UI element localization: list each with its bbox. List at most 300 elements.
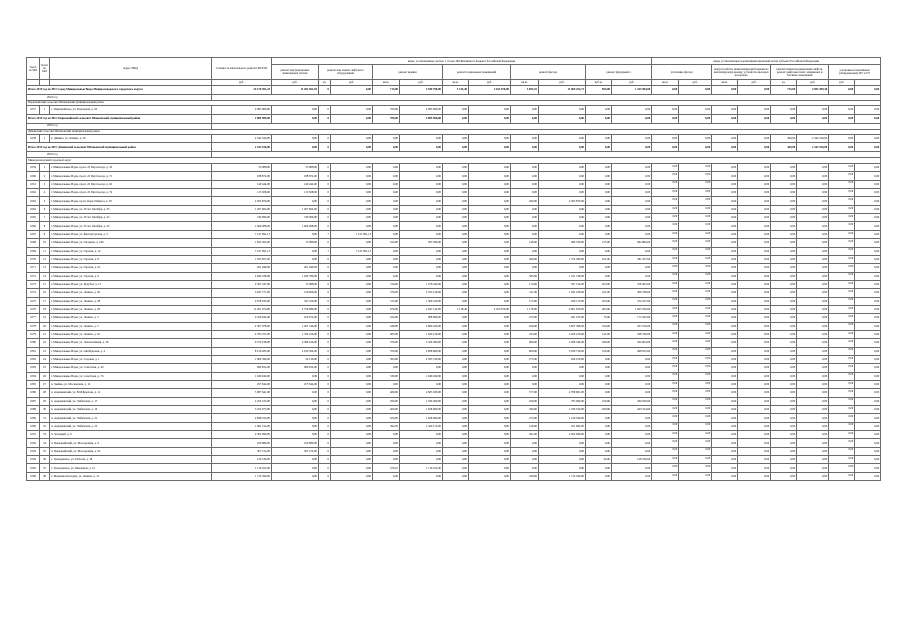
row-value: 0,00 xyxy=(679,135,712,143)
total-value: 0,00 xyxy=(612,143,652,152)
row-value: 0,00 xyxy=(797,280,829,288)
row-value: 0,00 xyxy=(586,222,612,230)
row-value: 0,00 xyxy=(373,164,400,172)
row-value: 1 118,40 xyxy=(443,305,469,313)
row-value: 564 604,00 xyxy=(612,339,652,347)
row-value: 556,00 xyxy=(373,339,400,347)
row-value: 2 325 120,00 xyxy=(400,289,443,297)
row-number-local: 1 xyxy=(40,135,50,143)
row-value: 0,00 xyxy=(272,106,319,114)
row-address: г. Минеральные Воды, пр-кт. Карла Маркса, д. 50 xyxy=(50,197,212,205)
row-value xyxy=(829,214,855,222)
row-value: 0,00 xyxy=(331,372,373,380)
row-value: 0,00 xyxy=(272,397,319,405)
row-value-float: 0,00 xyxy=(672,281,678,285)
row-value: 626,00 xyxy=(511,322,539,330)
row-value: 0,00 xyxy=(272,135,319,143)
total-value: 0,00 xyxy=(855,85,881,94)
total-value: 0,00 xyxy=(738,114,771,123)
row-value: 206,00 xyxy=(586,339,612,347)
row-number: 1096 xyxy=(27,472,40,480)
row-value: 297 016,00 xyxy=(612,322,652,330)
row-value: 0,00 xyxy=(443,205,469,213)
table-row xyxy=(27,197,881,205)
row-number: 1093 xyxy=(27,447,40,455)
row-value: 0,00 xyxy=(797,364,829,372)
col-basement-header: ремонт подвальных помещений xyxy=(443,65,511,80)
row-value: 0,00 xyxy=(511,135,539,143)
row-value: 0,00 xyxy=(738,205,771,213)
row-number-local: 29 xyxy=(40,397,50,405)
total-value: 0,00 xyxy=(331,114,373,123)
row-value: 0,00 xyxy=(771,322,797,330)
total-value: 0 xyxy=(319,114,331,123)
row-value-float: 0,00 xyxy=(848,406,854,410)
row-value-float: 0,00 xyxy=(705,415,711,419)
row-value: 0,00 xyxy=(738,389,771,397)
row-value: 0,00 xyxy=(331,397,373,405)
row-value: 250 880,00 xyxy=(272,439,319,447)
row-value xyxy=(829,172,855,180)
row-value: 1 628 960,00 xyxy=(400,406,443,414)
col-address-header: Адрес МКД xyxy=(50,58,212,80)
row-value: 0,00 xyxy=(443,264,469,272)
row-value: 224,00 xyxy=(373,239,400,247)
row-value: 700,00 xyxy=(373,106,400,114)
row-value: 0,00 xyxy=(443,364,469,372)
row-value: 0 xyxy=(319,264,331,272)
row-value: 0,00 xyxy=(855,180,881,188)
row-value xyxy=(829,456,855,464)
row-value: 188 872,00 xyxy=(212,172,272,180)
total-value: 2 085 900,00 xyxy=(212,114,272,123)
row-value: 0,00 xyxy=(797,305,829,313)
row-value: 311,00 xyxy=(511,289,539,297)
row-value: 1 011 748,00 xyxy=(539,272,586,280)
row-value: 0,00 xyxy=(712,472,738,480)
unit-cell: кв.м. xyxy=(373,80,400,86)
row-value: 0,00 xyxy=(373,255,400,263)
row-value: 0,00 xyxy=(855,330,881,338)
row-value xyxy=(679,456,712,464)
row-value xyxy=(829,189,855,197)
row-value: 0,00 xyxy=(797,381,829,389)
row-value: 0,00 xyxy=(400,272,443,280)
row-value: 2 459 942,00 xyxy=(212,314,272,322)
row-value: 0,00 xyxy=(443,355,469,363)
col-insulation-header: утепление фасада xyxy=(652,65,712,80)
unit-cell: куб.м. xyxy=(586,80,612,86)
row-value: 1 712 590,00 xyxy=(539,472,586,480)
row-value: 0,00 xyxy=(469,330,511,338)
row-value: 1 170,00 xyxy=(511,305,539,313)
row-value xyxy=(679,180,712,188)
row-value: 0,00 xyxy=(331,289,373,297)
row-value: 0,00 xyxy=(771,406,797,414)
row-value: 0,00 xyxy=(443,397,469,405)
row-value: 0,00 xyxy=(829,135,855,143)
row-value: 0,00 xyxy=(586,180,612,188)
row-number-local: 15 xyxy=(40,280,50,288)
row-value: 2 827 398,00 xyxy=(539,322,586,330)
row-value: 347 106,00 xyxy=(272,297,319,305)
row-value: 740 096,00 xyxy=(272,214,319,222)
row-number: 1080 xyxy=(27,339,40,347)
row-value: 0,00 xyxy=(443,314,469,322)
total-value: 0,00 xyxy=(272,114,319,123)
row-value: 0,00 xyxy=(443,230,469,238)
row-value: 0,00 xyxy=(586,439,612,447)
row-value: 0,00 xyxy=(712,230,738,238)
row-value: 0,00 xyxy=(738,106,771,114)
row-value: 0,00 xyxy=(469,247,511,255)
total-label: Итого 2019 год по МО: Дёминский сельсовет Шпаковский муниципальный район xyxy=(27,143,212,152)
row-value: 0,00 xyxy=(511,439,539,447)
row-value: 0,00 xyxy=(400,164,443,172)
row-value: 0 xyxy=(319,472,331,480)
row-value-float: 0,00 xyxy=(848,323,854,327)
row-value: 100,00 xyxy=(586,397,612,405)
row-value: 0,00 xyxy=(331,239,373,247)
row-value: 0 xyxy=(319,322,331,330)
row-value: 328 799,00 xyxy=(612,330,652,338)
total-value: 0,00 xyxy=(331,85,373,94)
row-number: 1078 xyxy=(27,322,40,330)
row-number: 1085 xyxy=(27,381,40,389)
row-address: с. Марьины Колодцы, ул. Ленина, д. 12 xyxy=(50,472,212,480)
row-value: 0,00 xyxy=(373,456,400,464)
row-value: 934 479,00 xyxy=(539,355,586,363)
table-row xyxy=(27,364,881,372)
row-value: 0,00 xyxy=(443,172,469,180)
total-value: 1 145,40 xyxy=(443,85,469,94)
row-value: 0,00 xyxy=(771,205,797,213)
row-value: 0 xyxy=(319,372,331,380)
row-value: 0,00 xyxy=(855,347,881,355)
row-value-float: 0,00 xyxy=(705,281,711,285)
row-address: г. Минеральные Воды, ул. Локомотивная, д. 36 xyxy=(50,339,212,347)
row-value: 0,00 xyxy=(738,272,771,280)
row-address: г. Минеральные Воды, ул. Горская, д. 61 xyxy=(50,264,212,272)
row-value xyxy=(652,172,679,180)
row-value: 2 085 900,00 xyxy=(212,106,272,114)
row-value: 1 201 546,00 xyxy=(272,322,319,330)
row-value-float: 0,00 xyxy=(848,340,854,344)
row-value-float: 0,00 xyxy=(705,173,711,177)
row-value: 0,00 xyxy=(331,106,373,114)
row-value xyxy=(652,222,679,230)
col-elevator-header: ремонт или замена лифтового оборудования xyxy=(319,65,373,80)
col-foundation-header: ремонт фундамента xyxy=(586,65,652,80)
row-value: 448,00 xyxy=(373,322,400,330)
table-row xyxy=(27,339,881,347)
row-value: 0,00 xyxy=(331,280,373,288)
row-value-float: 0,00 xyxy=(848,189,854,193)
row-value-float: 0,00 xyxy=(848,256,854,260)
row-value-float: 0,00 xyxy=(705,239,711,243)
row-address: х. Дёмино, ул. Ленина, д. 30 xyxy=(50,135,212,143)
row-address: г. Минеральные Воды, ул. Бештаугорская, д. 3 xyxy=(50,230,212,238)
row-value xyxy=(829,272,855,280)
row-number-local: 23 xyxy=(40,347,50,355)
row-value: 0,00 xyxy=(612,106,652,114)
row-value xyxy=(652,347,679,355)
row-value: 369,00 xyxy=(771,135,797,143)
total-value: 2 085 900,00 xyxy=(400,114,443,123)
row-value: 0,00 xyxy=(712,222,738,230)
row-value-float: 0,00 xyxy=(672,465,678,469)
table-row xyxy=(27,439,881,447)
row-value: 0,00 xyxy=(586,389,612,397)
row-value: 0,00 xyxy=(373,180,400,188)
row-value: 0,00 xyxy=(400,447,443,455)
row-value: 0,00 xyxy=(539,214,586,222)
row-value-float: 0,00 xyxy=(672,348,678,352)
row-value: 0,00 xyxy=(539,456,586,464)
row-value: 0,00 xyxy=(612,472,652,480)
row-value-float: 0,00 xyxy=(848,289,854,293)
total-row xyxy=(27,85,881,94)
row-value-float: 0,00 xyxy=(705,331,711,335)
row-value: 0,00 xyxy=(771,456,797,464)
row-value xyxy=(679,289,712,297)
row-value: 0,00 xyxy=(612,389,652,397)
row-value: 2 565 870,00 xyxy=(539,197,586,205)
row-value xyxy=(679,264,712,272)
row-value: 0,00 xyxy=(443,406,469,414)
row-value xyxy=(679,164,712,172)
row-value: 0,00 xyxy=(331,431,373,439)
row-value-float: 0,00 xyxy=(672,415,678,419)
row-value: 0,00 xyxy=(272,472,319,480)
row-value: 0,00 xyxy=(469,280,511,288)
row-value: 0,00 xyxy=(373,172,400,180)
row-value: 0,00 xyxy=(400,205,443,213)
row-value: 0,00 xyxy=(738,135,771,143)
row-value: 1 329 172,00 xyxy=(400,422,443,430)
row-value: 0 xyxy=(319,355,331,363)
row-value: 0,00 xyxy=(469,180,511,188)
col-facade-header: ремонт фасада xyxy=(511,65,586,80)
row-value: 0,00 xyxy=(469,222,511,230)
section-title: Дёминский сельсовет Шпаковский муниципальный район xyxy=(27,129,881,135)
row-value: 0,00 xyxy=(712,214,738,222)
table-row xyxy=(27,422,881,430)
row-value: 0,00 xyxy=(331,406,373,414)
row-value xyxy=(679,347,712,355)
row-value: 0,00 xyxy=(712,347,738,355)
row-value: 0,00 xyxy=(771,239,797,247)
row-value: 0,00 xyxy=(738,439,771,447)
row-value: 0,00 xyxy=(469,172,511,180)
row-value-float: 0,00 xyxy=(672,423,678,427)
row-value-float: 0,00 xyxy=(672,340,678,344)
row-number: 1065 xyxy=(27,214,40,222)
row-value: 1 964 599,00 xyxy=(212,355,272,363)
row-value: 0,00 xyxy=(443,247,469,255)
row-value: 0,00 xyxy=(539,164,586,172)
row-value: 0,00 xyxy=(738,422,771,430)
row-value: 0,00 xyxy=(331,439,373,447)
row-value xyxy=(652,381,679,389)
row-value xyxy=(679,280,712,288)
row-value: 1 620 120,00 xyxy=(400,330,443,338)
row-value: 0,00 xyxy=(331,264,373,272)
row-number: 1087 xyxy=(27,397,40,405)
total-value: 0,00 xyxy=(272,143,319,152)
row-value: 0,00 xyxy=(586,164,612,172)
row-value: 0,00 xyxy=(797,164,829,172)
row-value: 0 xyxy=(319,464,331,472)
row-value: 1 276 440,00 xyxy=(400,280,443,288)
row-address: г. Минеральные Воды, ул. Ленина, д. 5 xyxy=(50,322,212,330)
row-value: 0,00 xyxy=(331,314,373,322)
row-value: 0,00 xyxy=(400,247,443,255)
row-value: 0,00 xyxy=(855,364,881,372)
row-number: 1086 xyxy=(27,389,40,397)
row-value-float: 0,00 xyxy=(672,173,678,177)
row-value: 0,00 xyxy=(586,135,612,143)
row-value: 0,00 xyxy=(612,422,652,430)
row-value-float: 0,00 xyxy=(672,298,678,302)
row-value: 0,00 xyxy=(797,272,829,280)
total-value: 0,00 xyxy=(511,143,539,152)
row-value: 0,00 xyxy=(797,264,829,272)
row-value: 0 xyxy=(319,189,331,197)
row-value-float: 0,00 xyxy=(848,239,854,243)
unit-cell: руб. xyxy=(829,80,855,86)
row-value-float: 0,00 xyxy=(672,440,678,444)
row-value: 0,00 xyxy=(373,447,400,455)
row-value: 0,00 xyxy=(443,289,469,297)
row-number: 1089 xyxy=(27,414,40,422)
table-row xyxy=(27,305,881,313)
row-value: 0,00 xyxy=(855,472,881,480)
row-value: 0,00 xyxy=(539,106,586,114)
row-value: 2 019 564,00 xyxy=(272,347,319,355)
row-number-local: 32 xyxy=(40,422,50,430)
row-value-float: 0,00 xyxy=(672,456,678,460)
table-row xyxy=(27,381,881,389)
table-row xyxy=(27,247,881,255)
row-value: 0,00 xyxy=(586,172,612,180)
row-value: 0,00 xyxy=(511,205,539,213)
total-value: 0,00 xyxy=(712,143,738,152)
row-value: 8 150 285,00 xyxy=(212,347,272,355)
row-value: 221,00 xyxy=(586,289,612,297)
row-value: 0 xyxy=(319,106,331,114)
row-value: 0,00 xyxy=(469,322,511,330)
row-value: 0,00 xyxy=(612,364,652,372)
total-value: 700,00 xyxy=(373,114,400,123)
row-value: 3 647 771,00 xyxy=(212,289,272,297)
row-number: 1059 xyxy=(27,164,40,172)
row-value-float: 0,00 xyxy=(705,273,711,277)
row-value: 0,00 xyxy=(738,381,771,389)
row-value: 0,00 xyxy=(373,364,400,372)
row-value: 0,00 xyxy=(855,397,881,405)
row-value: 0,00 xyxy=(511,222,539,230)
row-value: 0,00 xyxy=(738,289,771,297)
row-value: 257 644,00 xyxy=(272,381,319,389)
row-value: 0,00 xyxy=(712,406,738,414)
row-value: 0,00 xyxy=(539,180,586,188)
row-address: г. Минеральные Воды, ул. Горская, д. 8 xyxy=(50,255,212,263)
row-value: 7 147 091,13 xyxy=(331,247,373,255)
row-value xyxy=(652,214,679,222)
row-value: 0,00 xyxy=(469,314,511,322)
row-address: п. Первомайский, ул. Молодежная, д. 9а xyxy=(50,447,212,455)
row-value: 0,00 xyxy=(797,297,829,305)
row-value: 0,00 xyxy=(797,230,829,238)
row-value: 0 xyxy=(319,339,331,347)
row-value: 0,00 xyxy=(771,431,797,439)
row-value: 7 147 091,13 xyxy=(212,230,272,238)
row-value: 261 040,00 xyxy=(272,264,319,272)
row-value: 0,00 xyxy=(797,347,829,355)
row-address: г. Минеральные Воды, ул. 50 лет Октября, д. 45 xyxy=(50,222,212,230)
row-value: 188 872,00 xyxy=(272,172,319,180)
row-number-local: 16 xyxy=(40,289,50,297)
row-value-float: 0,00 xyxy=(705,356,711,360)
row-value: 0,00 xyxy=(771,189,797,197)
row-address: п. Анджиевский, ул. Эмбенская, д. 19 xyxy=(50,406,212,414)
row-number: 1060 xyxy=(27,172,40,180)
row-address: г. Минеральные Воды, пр-кт. 22 Партсъезда, д. 32 xyxy=(50,164,212,172)
row-address: г. Минеральные Воды, ул. Октябрьская, д. 4 xyxy=(50,347,212,355)
row-value xyxy=(679,422,712,430)
row-value: 0,00 xyxy=(373,214,400,222)
row-number-local: 13 xyxy=(40,264,50,272)
row-value-float: 0,00 xyxy=(848,348,854,352)
table-row xyxy=(27,239,881,247)
table-row xyxy=(27,389,881,397)
row-value: 0,00 xyxy=(855,314,881,322)
row-value xyxy=(652,280,679,288)
row-value-float: 0,00 xyxy=(705,423,711,427)
row-value: 0,00 xyxy=(771,172,797,180)
row-value: 0,00 xyxy=(586,355,612,363)
total-value: 2 342 520,00 xyxy=(212,143,272,152)
row-value: 0,00 xyxy=(712,364,738,372)
row-value: 0,00 xyxy=(797,447,829,455)
year-label: 2019 год xyxy=(27,152,212,158)
row-value: 7 xyxy=(319,247,331,255)
table-row xyxy=(27,189,881,197)
row-value: 0,00 xyxy=(511,164,539,172)
row-value-float: 0,00 xyxy=(672,406,678,410)
row-number-local: 9 xyxy=(40,230,50,238)
table-row xyxy=(27,205,881,213)
total-value: 0,00 xyxy=(400,143,443,152)
row-value: 0,00 xyxy=(400,264,443,272)
row-value xyxy=(829,447,855,455)
row-value xyxy=(679,381,712,389)
row-value: 0,00 xyxy=(331,381,373,389)
row-value xyxy=(679,464,712,472)
total-value: 0,00 xyxy=(829,85,855,94)
table-body xyxy=(27,80,881,481)
row-value: 451 982,00 xyxy=(539,422,586,430)
row-number: 1071 xyxy=(27,264,40,272)
row-value xyxy=(829,289,855,297)
row-value: 0,00 xyxy=(771,339,797,347)
row-value-float: 0,00 xyxy=(672,239,678,243)
row-value: 0,00 xyxy=(855,322,881,330)
row-value: 0,00 xyxy=(771,364,797,372)
row-value: 0 xyxy=(319,397,331,405)
row-number: 1069 xyxy=(27,247,40,255)
